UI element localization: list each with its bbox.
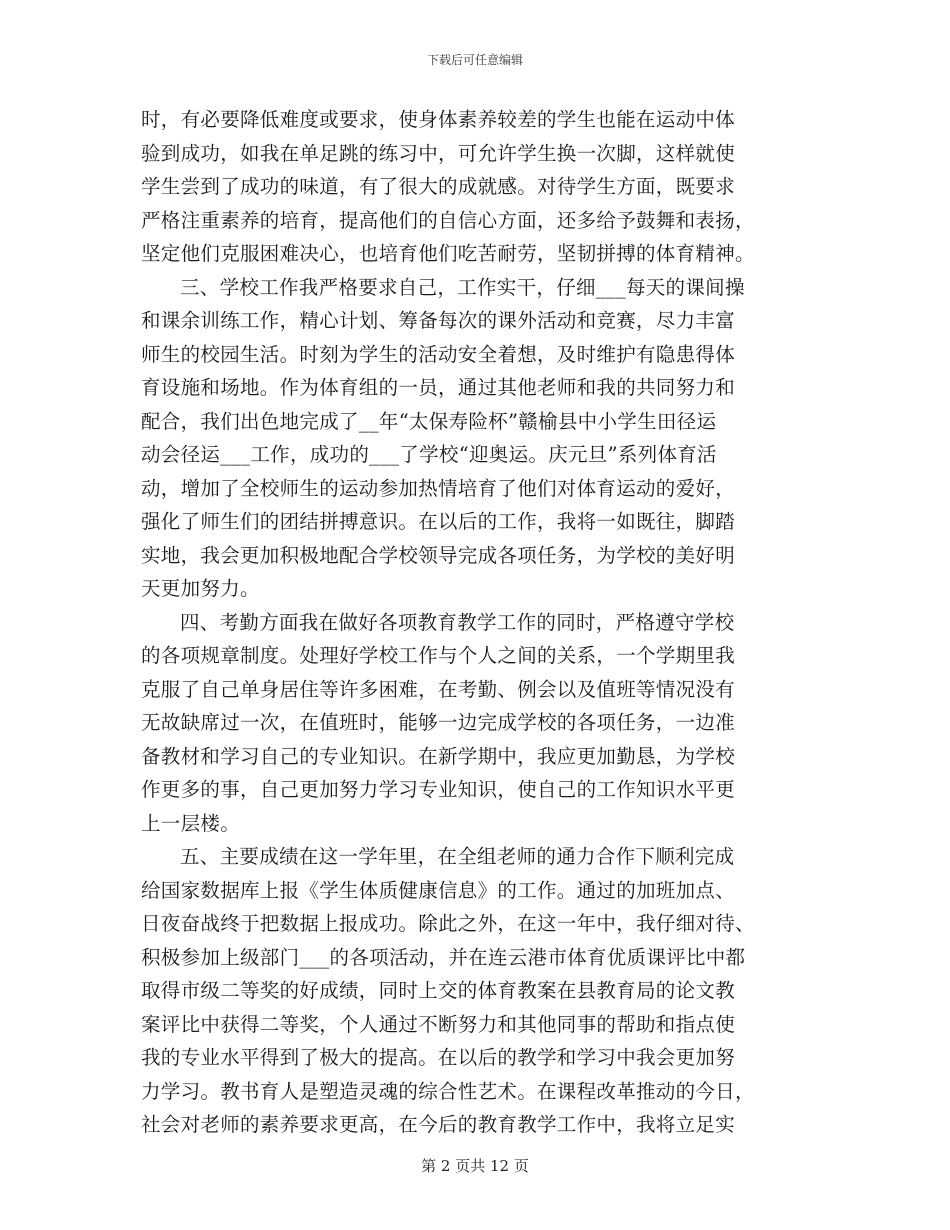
text-line: 作更多的事，自己更加努力学习专业知识，使自己的工作知识水平更	[141, 778, 736, 801]
text-line: 案评比中获得二等奖，个人通过不断努力和其他同事的帮助和指点使	[141, 1012, 736, 1036]
text-line: 严格注重素养的培育，提高他们的自信心方面，还多给予鼓舞和表扬，	[141, 208, 755, 232]
text-line: 给国家数据库上报《学生体质健康信息》的工作。通过的加班加点、	[141, 878, 736, 902]
text-line: 坚定他们克服困难决心，也培育他们吃苦耐劳，坚韧拼搏的体育精神。	[141, 242, 755, 265]
text-line: 积极参加上级部门___的各项活动，并在连云港市体育优质课评比中都	[141, 945, 746, 969]
text-line: 学生尝到了成功的味道，有了很大的成就感。对待学生方面，既要求	[141, 175, 736, 198]
paragraph-first-line: 四、考勤方面我在做好各项教育教学工作的同时，严格遵守学校	[180, 610, 735, 634]
paragraph-first-line: 三、学校工作我严格要求自己，工作实干，仔细___每天的课间操	[180, 275, 745, 299]
text-line: 强化了师生们的团结拼搏意识。在以后的工作，我将一如既往，脚踏	[141, 510, 736, 533]
text-line: 动，增加了全校师生的运动参加热情培育了他们对体育运动的爱好，	[141, 476, 736, 500]
text-line: 社会对老师的素养要求更高，在今后的教育教学工作中，我将立足实	[141, 1113, 736, 1136]
text-line: 和课余训练工作，精心计划、筹备每次的课外活动和竞赛，尽力丰富	[141, 309, 736, 332]
text-line: 备教材和学习自己的专业知识。在新学期中，我应更加勤恳，为学校	[141, 744, 736, 768]
paragraph-first-line: 五、主要成绩在这一学年里，在全组老师的通力合作下顺利完成	[180, 845, 735, 868]
text-line: 动会径运___工作，成功的___了学校“迎奥运。庆元旦”系列体育活	[141, 443, 717, 466]
page-footer: 第 2 页共 12 页	[421, 1157, 529, 1175]
text-line: 时，有必要降低难度或要求，使身体素养较差的学生也能在运动中体	[141, 108, 736, 131]
text-line: 师生的校园生活。时刻为学生的活动安全着想，及时维护有隐患得体	[141, 342, 736, 366]
text-line: 配合，我们出色地完成了__年“太保寿险杯”赣榆县中小学生田径运	[141, 409, 717, 433]
text-line: 无故缺席过一次，在值班时，能够一边完成学校的各项任务，一边准	[141, 711, 736, 734]
text-line: 验到成功，如我在单足跳的练习中，可允许学生换一次脚，这样就使	[141, 141, 736, 165]
text-line: 育设施和场地。作为体育组的一员，通过其他老师和我的共同努力和	[141, 376, 736, 399]
text-line: 上一层楼。	[141, 811, 241, 835]
text-line: 实地，我会更加积极地配合学校领导完成各项任务，为学校的美好明	[141, 543, 736, 567]
page-header: 下载后可任意编辑	[426, 53, 523, 67]
document-body	[141, 103, 809, 1142]
text-line: 的各项规章制度。处理好学校工作与个人之间的关系，一个学期里我	[141, 644, 736, 667]
text-line: 力学习。教书育人是塑造灵魂的综合性艺术。在课程改革推动的今日，	[141, 1079, 755, 1103]
text-line: 日夜奋战终于把数据上报成功。除此之外，在这一年中，我仔细对待、	[141, 912, 755, 935]
text-line: 克服了自己单身居住等许多困难，在考勤、例会以及值班等情况没有	[141, 677, 736, 701]
text-line: 我的专业水平得到了极大的提高。在以后的教学和学习中我会更加努	[141, 1046, 736, 1069]
text-line: 取得市级二等奖的好成绩，同时上交的体育教案在县教育局的论文教	[141, 979, 736, 1002]
text-line: 天更加努力。	[141, 577, 260, 600]
